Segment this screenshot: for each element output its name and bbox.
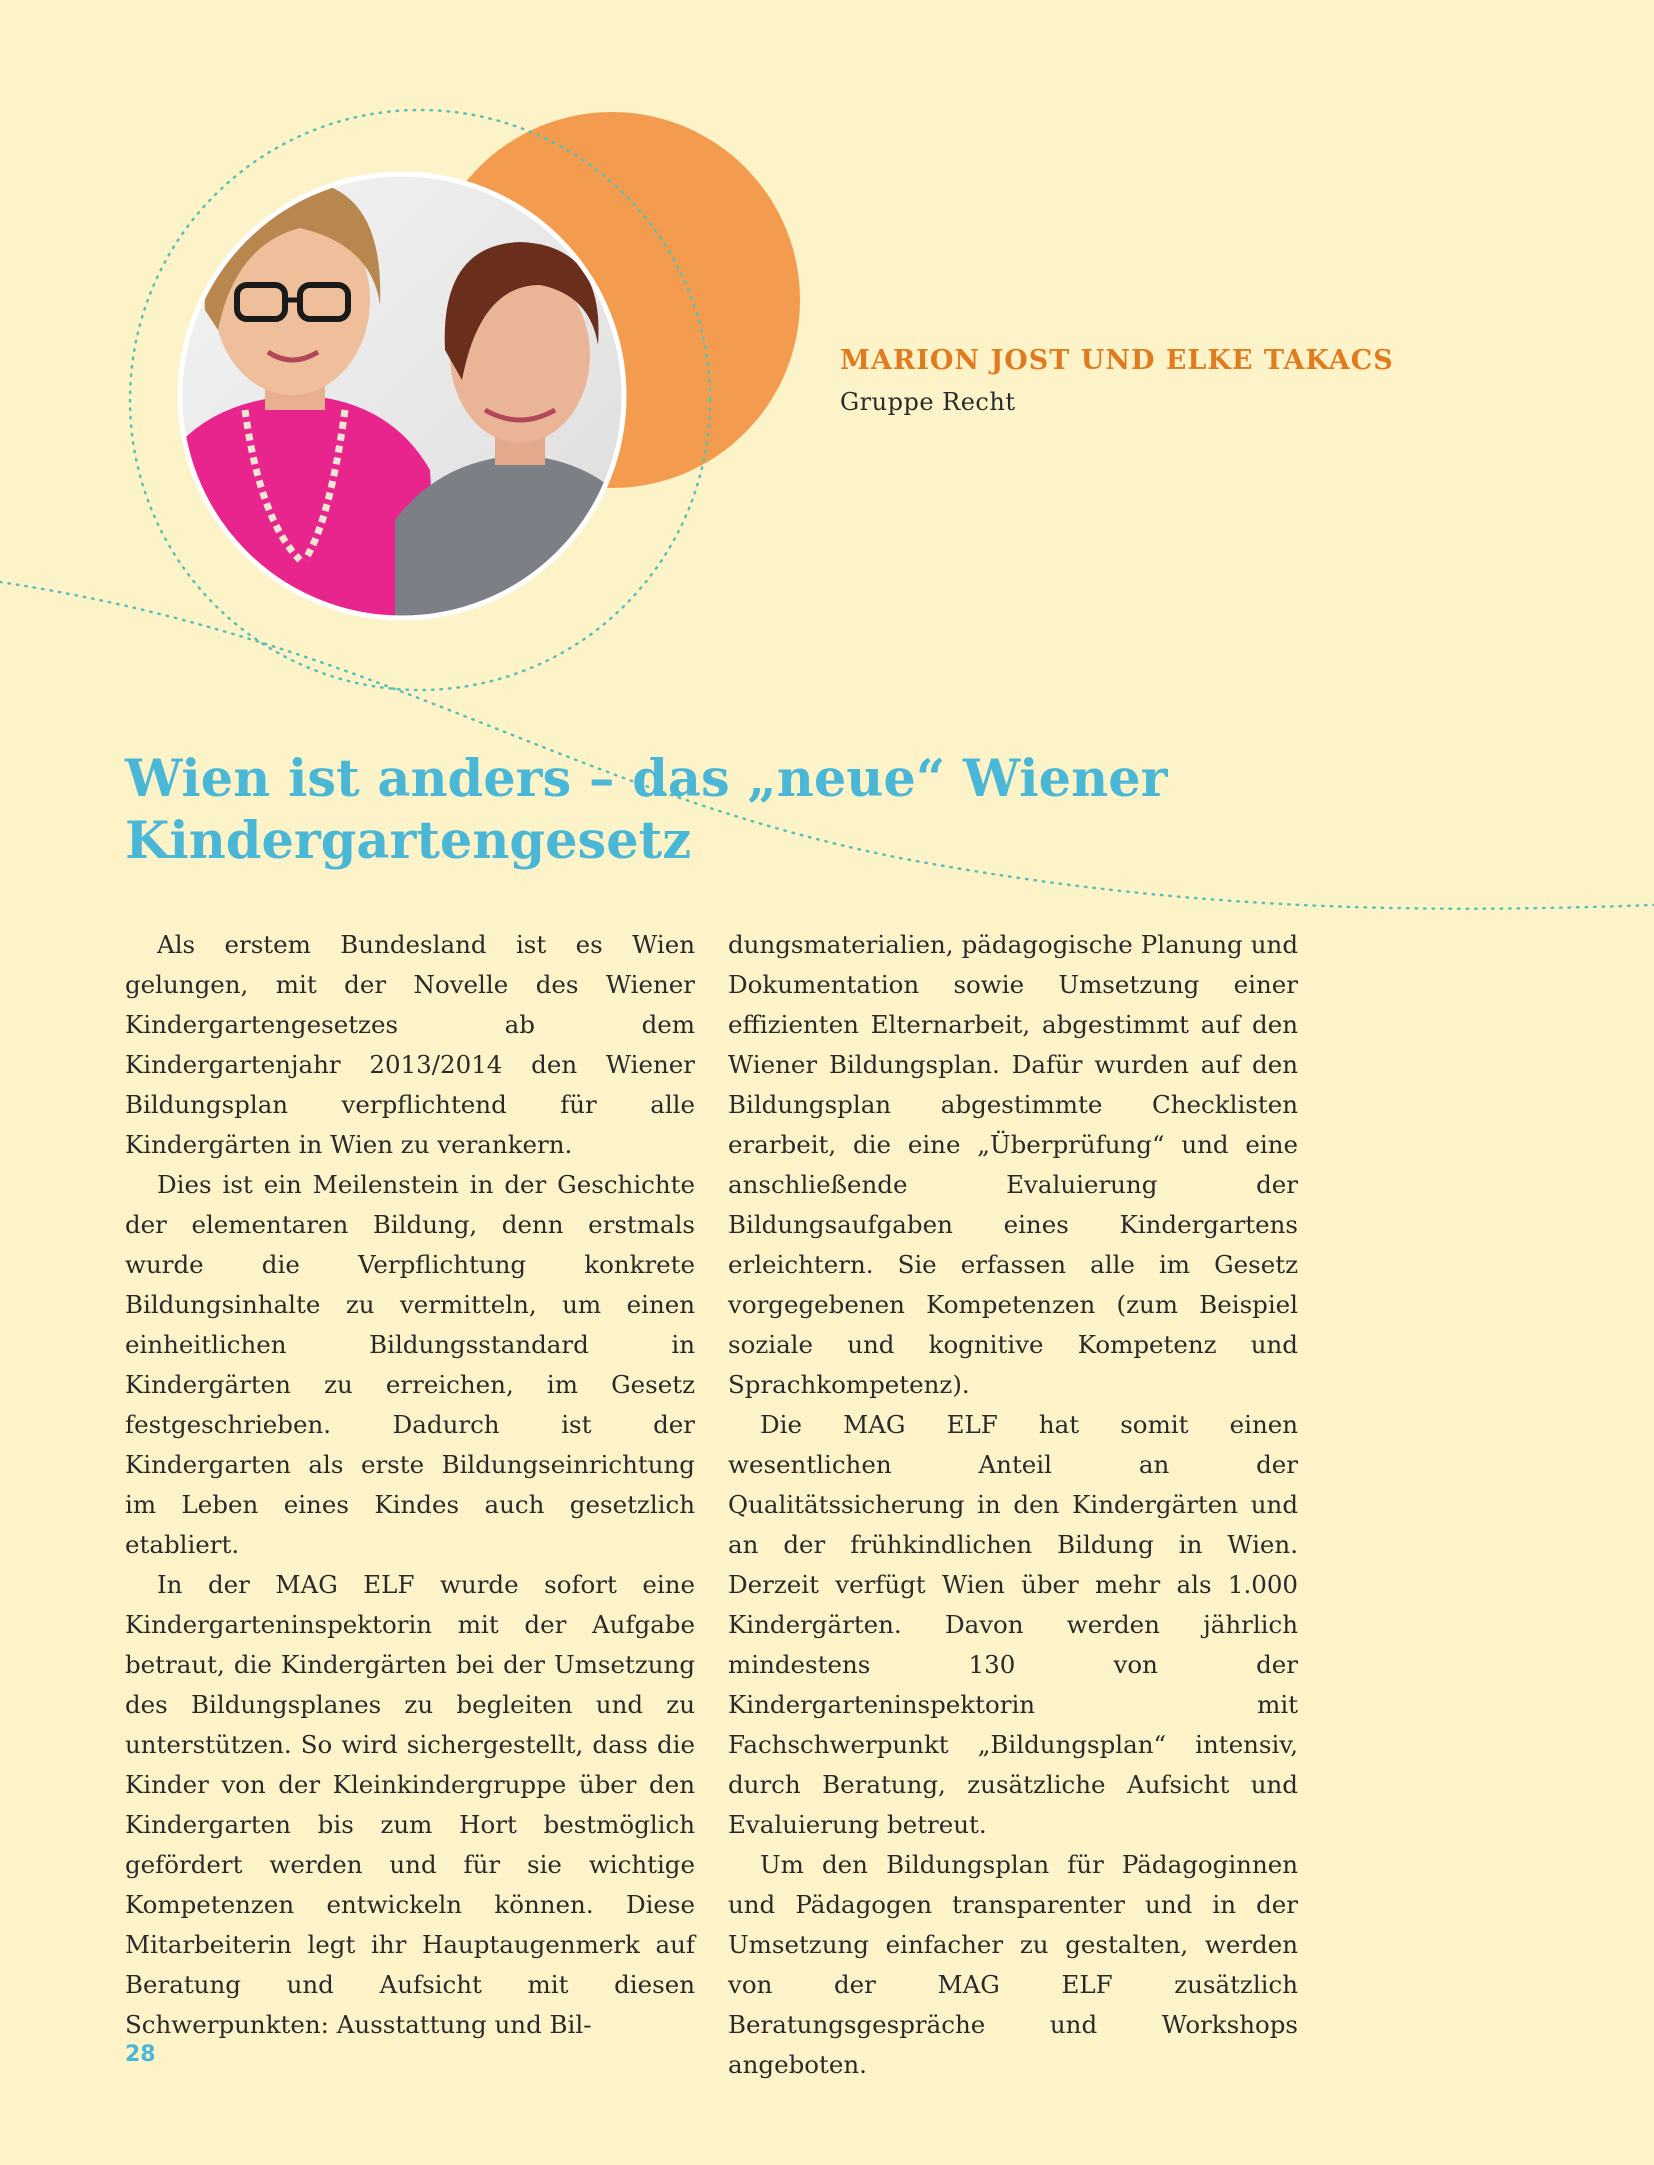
author-group: Gruppe Recht — [840, 388, 1016, 416]
paragraph: Um den Bildungsplan für Pädagoginnen und Pädagogen transparenter und in der Umsetzung einfacher zu gestalten, werden von der MAG ELF zusätzlich Beratungsgespräche und Workshops angeboten. — [728, 1850, 1298, 2079]
right-column — [728, 925, 1298, 2085]
paragraph: Als erstem Bundesland ist es Wien gelungen, mit der Novelle des Wiener Kindergartengesetzes ab dem Kindergartenjahr 2013/2014 den Wiener Bildungsplan verpflichtend für alle Kindergärten in Wien zu verankern. — [125, 930, 695, 1159]
paragraph: Die MAG ELF hat somit einen wesentlichen Anteil an der Qualitätssicherung in den Kindergärten und an der frühkindlichen Bildung in Wien. Derzeit verfügt Wien über mehr als 1.000 Kindergärten. Davon werden jährlich mindestens 130 von der Kindergarteninspektorin mit Fachschwerpunkt „Bildungsplan“ intensiv, durch Beratung, zusätzliche Aufsicht und Evaluierung betreut. — [728, 1410, 1298, 1839]
paragraph-continued: dungsmaterialien, pädagogische Planung und Dokumentation sowie Umsetzung einer effizienten Elternarbeit, abgestimmt auf den Wiener Bildungsplan. Dafür wurden auf den Bildungsplan abgestimmte Checklisten erarbeit, die eine „Überprüfung“ und eine anschließende Evaluierung der Bildungsaufgaben eines Kindergartens erleichtern. Sie erfassen alle im Gesetz vorgegebenen Kompetenzen (zum Beispiel soziale und kognitive Kompetenz und Sprachkompetenz). — [728, 930, 1298, 1399]
left-column — [125, 925, 695, 2045]
author-name: MARION JOST UND ELKE TAKACS — [840, 345, 1394, 376]
article-title — [125, 748, 1275, 872]
page-number: 28 — [125, 2042, 156, 2067]
paragraph: In der MAG ELF wurde sofort eine Kindergarteninspektorin mit der Aufgabe betraut, die Kindergärten bei der Umsetzung des Bildungsplanes zu begleiten und zu unterstützen. So wird sichergestellt, dass die Kinder von der Kleinkindergruppe über den Kindergarten bis zum Hort bestmöglich gefördert werden und für sie wichtige Kompetenzen entwickeln können. Diese Mitarbeiterin legt ihr Hauptaugenmerk auf Beratung und Aufsicht mit diesen Schwerpunkten: Ausstattung und Bil- — [125, 1570, 695, 2039]
title-line-1: Wien ist anders – das „neue“ Wiener — [125, 749, 1168, 809]
title-line-2: Kindergartengesetz — [125, 811, 692, 871]
paragraph: Dies ist ein Meilenstein in der Geschichte der elementaren Bildung, denn erstmals wurde die Verpflichtung konkrete Bildungsinhalte zu vermitteln, um einen einheitlichen Bildungsstandard in Kindergärten zu erreichen, im Gesetz festgeschrieben. Dadurch ist der Kindergarten als erste Bildungseinrichtung im Leben eines Kindes auch gesetzlich etabliert. — [125, 1170, 695, 1559]
author-block — [840, 345, 1394, 416]
